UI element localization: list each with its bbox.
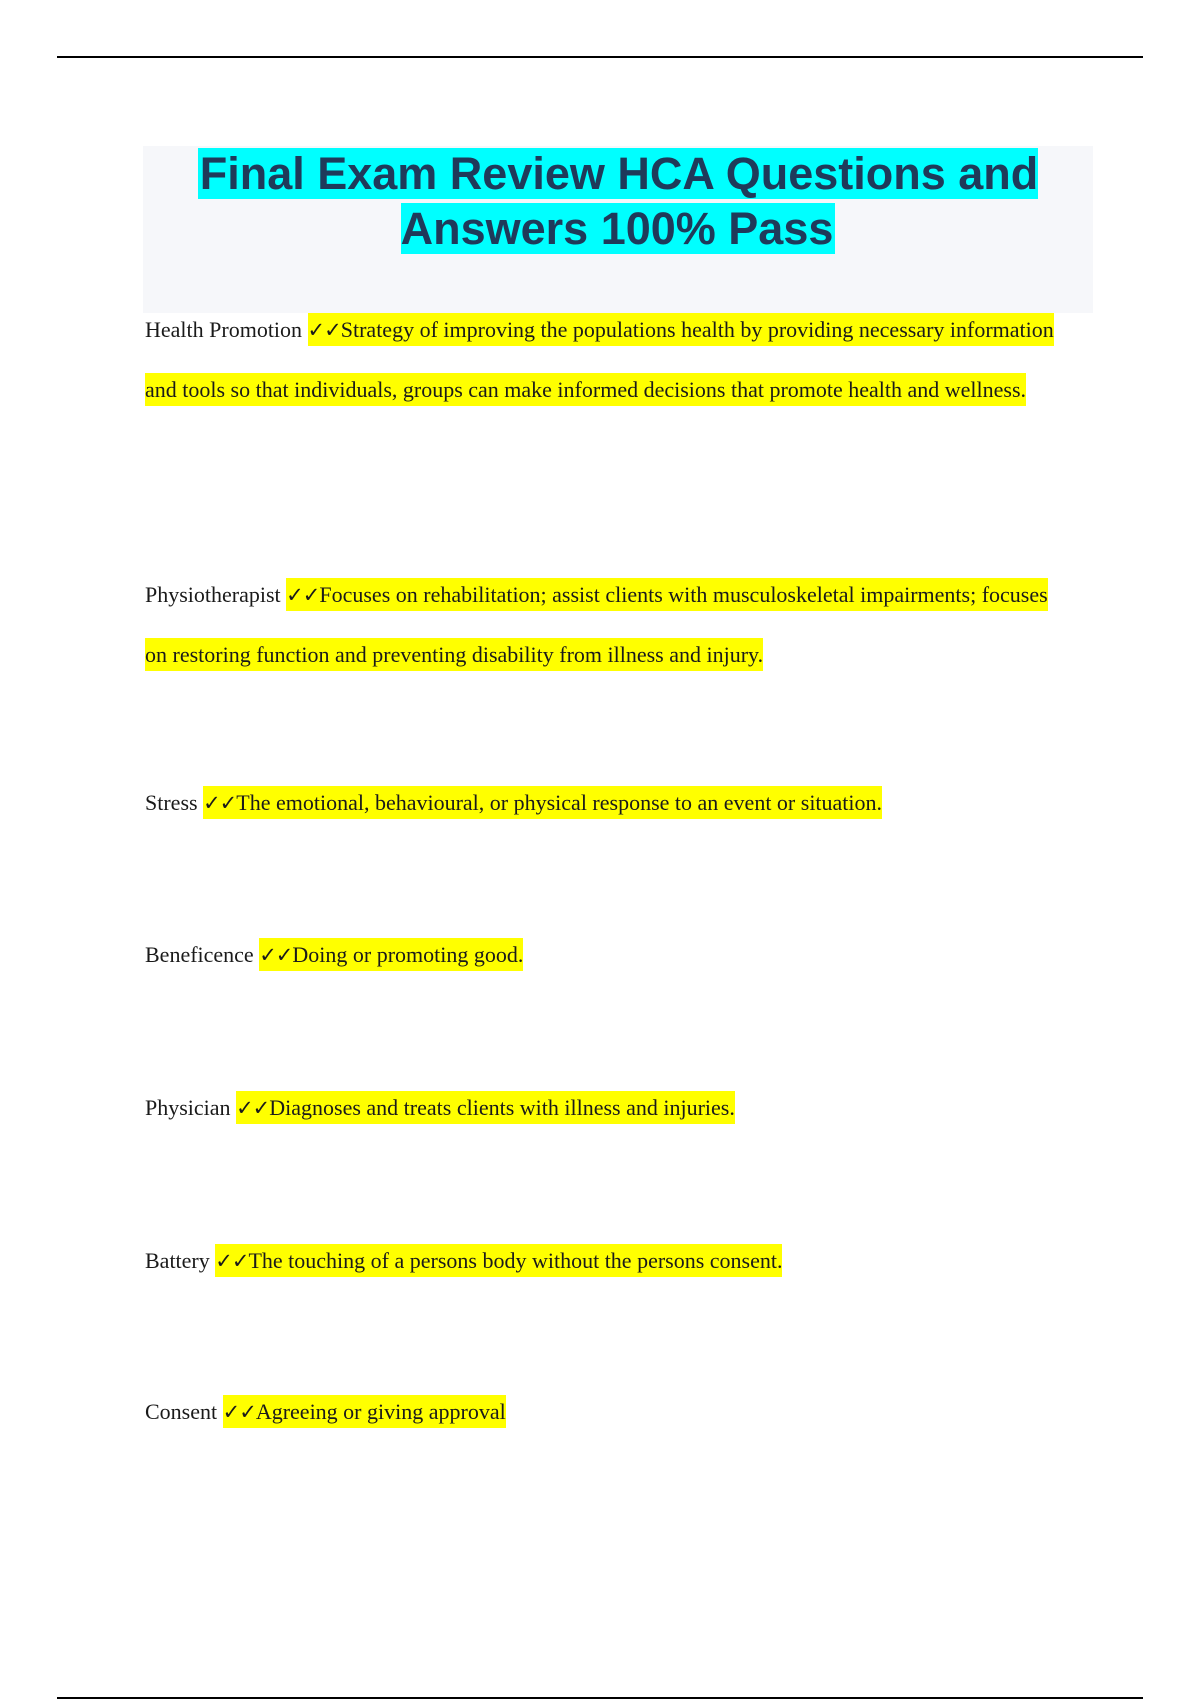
entry-answer: Diagnoses and treats clients with illness and injuries.: [269, 1095, 735, 1120]
entry-answer: The emotional, behavioural, or physical response to an event or situation.: [236, 790, 883, 815]
entry-term: Battery: [145, 1248, 210, 1273]
entry-answer: Focuses on rehabilitation; assist clients with musculoskeletal impairments; focuses on restoring function and preventing disability from illness and injury.: [145, 582, 1048, 667]
entry-answer-highlight: [215, 1244, 782, 1277]
double-check-icon: ✓✓: [259, 943, 293, 967]
qa-entry: [145, 1382, 1075, 1442]
title-highlight: Final Exam Review HCA Questions and Answers 100% Pass: [199, 148, 1039, 254]
qa-entry: [145, 1078, 1075, 1138]
entry-term: Physiotherapist: [145, 582, 281, 607]
double-check-icon: ✓✓: [215, 1249, 249, 1273]
qa-entry: [145, 300, 1075, 420]
qa-entry: [145, 773, 1075, 833]
document-title: [143, 146, 1093, 256]
double-check-icon: ✓✓: [286, 583, 320, 607]
entry-answer-highlight: [203, 786, 882, 819]
double-check-icon: ✓✓: [222, 1400, 256, 1424]
qa-entry: [145, 1231, 1075, 1291]
top-rule: [57, 56, 1143, 58]
qa-entry: [145, 925, 1075, 985]
double-check-icon: ✓✓: [307, 318, 341, 342]
entry-term: Health Promotion: [145, 317, 303, 342]
entry-answer: Doing or promoting good.: [292, 942, 524, 967]
entry-answer: Strategy of improving the populations health by providing necessary information and tools so that individuals, groups can make informed decisions that promote health and wellness.: [145, 317, 1054, 402]
entry-term: Physician: [145, 1095, 231, 1120]
entry-answer: The touching of a persons body without the persons consent.: [248, 1248, 783, 1273]
entry-term: Consent: [145, 1399, 218, 1424]
entry-answer-highlight: [259, 938, 523, 971]
entry-answer-highlight: [223, 1395, 506, 1428]
double-check-icon: ✓✓: [203, 791, 237, 815]
double-check-icon: ✓✓: [236, 1096, 270, 1120]
entry-term: Stress: [145, 790, 198, 815]
entry-term: Beneficence: [145, 942, 254, 967]
entry-answer-highlight: [236, 1091, 735, 1124]
entry-answer: Agreeing or giving approval: [255, 1399, 506, 1424]
bottom-rule: [57, 1697, 1143, 1699]
qa-entry: [145, 565, 1075, 685]
entry-answer-highlight: [145, 578, 1048, 671]
